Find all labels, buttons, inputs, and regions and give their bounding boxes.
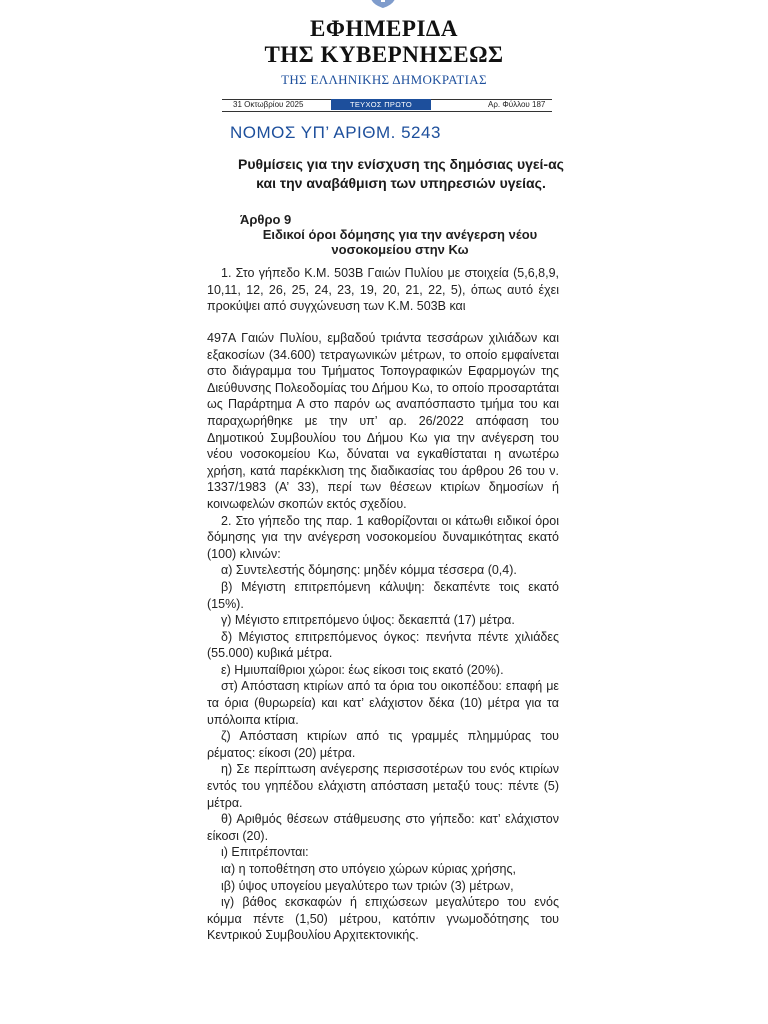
list-item: ιβ) ύψος υπογείου μεγαλύτερο των τριών (3) μέτρων,: [221, 878, 514, 893]
list-item: ιγ) βάθος εκσκαφών ή επιχώσεων μεγαλύτερο του ενός κόμμα πέντε (1,50) μέτρου, κατόπιν γνωμοδότησης του Κεντρικού Συμβουλίου Αρχιτεκτονικής.: [207, 895, 559, 943]
list-item: β) Μέγιστη επιτρεπόμενη κάλυψη: δεκαπέντε τοις εκατό (15%).: [207, 579, 559, 611]
list-item: ι) Επιτρέπονται:: [221, 845, 309, 860]
article-body-part1: [207, 265, 559, 315]
list-item: α) Συντελεστής δόμησης: μηδέν κόμμα τέσσερα (0,4).: [221, 563, 517, 578]
masthead-subtitle: ΤΗΣ ΕΛΛΗΝΙΚΗΣ ΔΗΜΟΚΡΑΤΙΑΣ: [281, 72, 487, 87]
issue-band: ΤΕΥΧΟΣ ΠΡΩΤΟ: [331, 99, 431, 110]
issue-date: 31 Οκτωβρίου 2025: [233, 100, 304, 109]
list-item: ια) η τοποθέτηση στο υπόγειο χώρων κύριας χρήσης,: [221, 862, 516, 876]
list-item: θ) Αριθμός θέσεων στάθμευσης στο γήπεδο: κατ’ ελάχιστον είκοσι (20).: [207, 812, 559, 843]
list-item: στ) Απόσταση κτιρίων από τα όρια του οικοπέδου: επαφή με τα όρια (θυρωρεία) και κατ’ ελάχιστον δέκα (10) μέτρα για τα υπόλοιπα κτίρια.: [207, 679, 559, 727]
list-item: ε) Ημιυπαίθριοι χώροι: έως είκοσι τοις εκατό (20%).: [221, 662, 504, 677]
list-item: γ) Μέγιστο επιτρεπόμενο ύψος: δεκαεπτά (17) μέτρα.: [221, 613, 515, 628]
masthead-title-line2: ΤΗΣ ΚΥΒΕΡΝΗΣΕΩΣ: [264, 42, 504, 67]
list-item: ζ) Απόσταση κτιρίων από τις γραμμές πλημμύρας του ρέματος: είκοσι (20) μέτρα.: [207, 729, 559, 760]
masthead-title: ΕΦΗΜΕΡΙΔΑ: [310, 16, 458, 41]
list-item: δ) Μέγιστος επιτρεπόμενος όγκος: πενήντα πέντε χιλιάδες (55.000) κυβικά μέτρα.: [207, 629, 559, 661]
coat-of-arms-icon: [368, 0, 398, 8]
article-body-part2: [207, 330, 559, 944]
law-title: ΝΟΜΟΣ ΥΠ’ ΑΡΙΘΜ. 5243: [230, 123, 441, 142]
article-number: Άρθρο 9: [240, 212, 292, 227]
paragraph-1-part1: 1. Στο γήπεδο Κ.Μ. 503Β Γαιών Πυλίου με στοιχεία (5,6,8,9, 10,11, 12, 26, 25, 24, 23, 19, 20, 21, 22, 5), όπως αυτό έχει προκύψει από συγχώνευση των Κ.Μ. 503Β και: [207, 266, 559, 314]
paragraph-1-part2: 497Α Γαιών Πυλίου, εμβαδού τριάντα τεσσάρων χιλιάδων και εξακοσίων (34.600) τετραγωνικών μέτρων, το οποίο εμφαίνεται στο διάγραμμα του Τμήματος Τοπογραφικών Εφαρμογών της Διεύθυνσης Πολεοδομίας του Δήμου Κω, το οποίο προσαρτάται ως Παράρτημα Α στο παρόν ως αναπόσπαστο τμήμα του και παραχωρήθηκε με την υπ’ αρ. 26/2022 απόφαση του Δημοτικού Συμβουλίου του Δήμου Κω για την ανέγερση του νέου νοσοκομείου Κω, δύναται να εγκαθίσταται η ανωτέρω χρήση, κατά παρέκκλιση της διαδικασίας του άρθρου 26 του ν. 1337/1983 (Α’ 33), περί των θέσεων κτιρίων δημοσίων ή κοινωφελών σκοπών εκτός σχεδίου.: [207, 331, 559, 511]
article-title: Ειδικοί όροι δόμησης για την ανέγερση νέου νοσοκομείου στην Κω: [262, 227, 538, 257]
paragraph-2: 2. Στο γήπεδο της παρ. 1 καθορίζονται οι κάτωθι ειδικοί όροι δόμησης για την ανέγερση νοσοκομείου δυναμικότητας εκατό (100) κλινών:: [207, 513, 559, 561]
header-rule-bottom: [222, 111, 552, 112]
law-subtitle: Ρυθμίσεις για την ενίσχυση της δημόσιας υγεί-ας και την αναβάθμιση των υπηρεσιών υγείας.: [238, 156, 564, 191]
issue-sheet-number: Αρ. Φύλλου 187: [488, 100, 546, 109]
list-item: η) Σε περίπτωση ανέγερσης περισσοτέρων του ενός κτιρίων εντός του γηπέδου ελάχιστη απόσταση μεταξύ τους: πέντε (5) μέτρα.: [207, 762, 559, 810]
